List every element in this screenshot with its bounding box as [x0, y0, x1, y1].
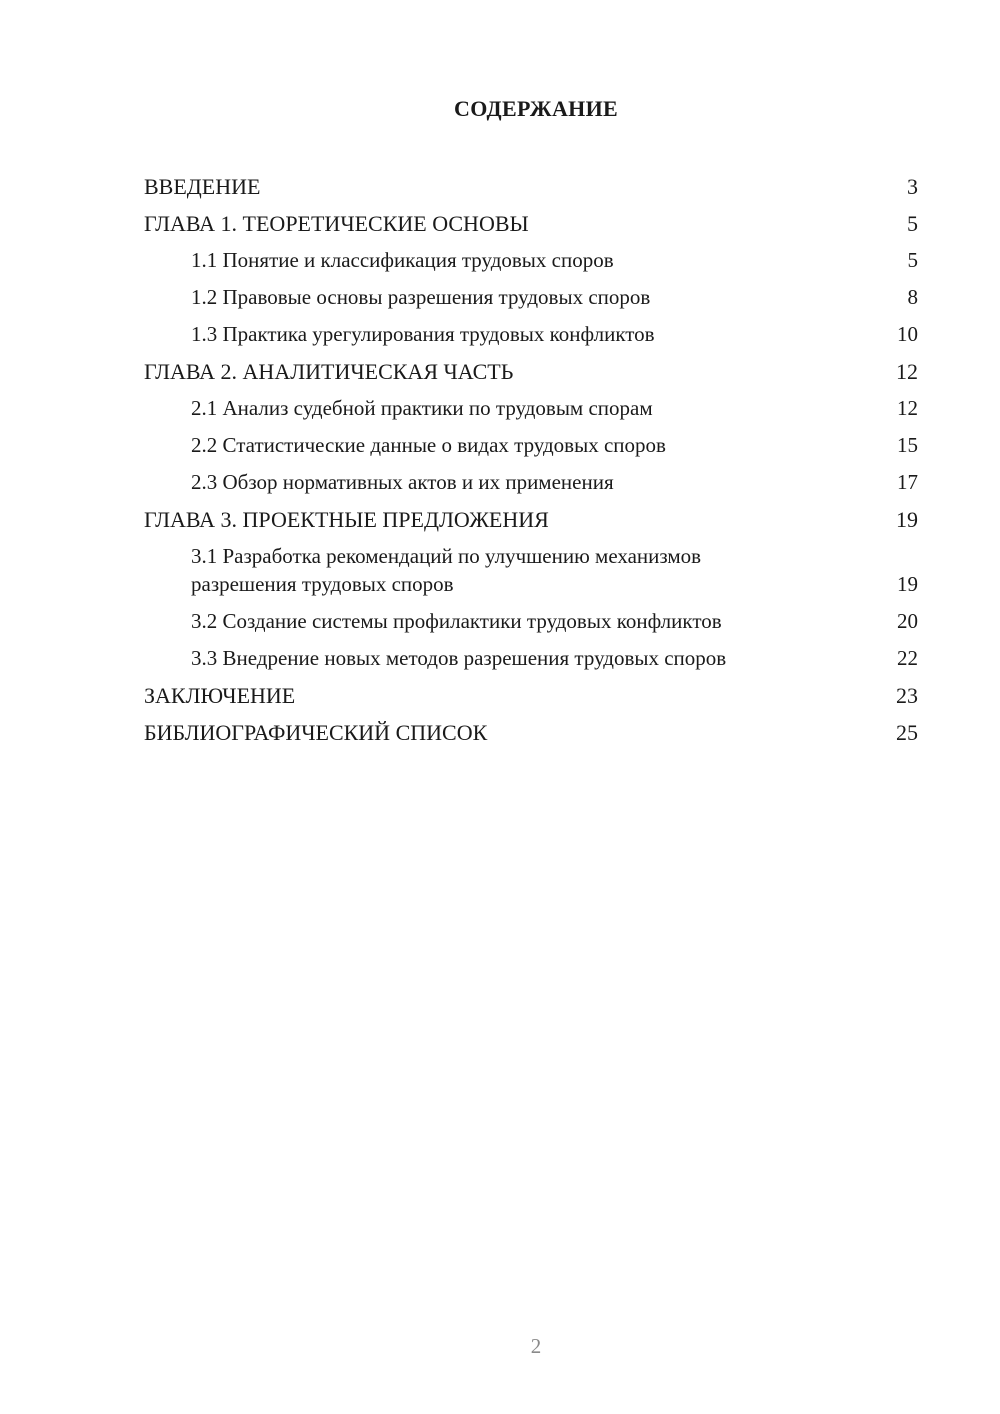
toc-entry-page: 15	[897, 433, 918, 457]
toc-entry-page: 23	[896, 683, 918, 708]
toc-entry-section-3-2[interactable]	[144, 603, 918, 640]
toc-entry-page: 5	[907, 211, 918, 236]
toc-entry-section-1-2[interactable]	[144, 279, 918, 316]
table-of-contents	[144, 168, 918, 751]
toc-entry-title: 3.1 Разработка рекомендаций по улучшению механизмов разрешения трудовых споров	[191, 544, 702, 596]
toc-entry-title: ГЛАВА 3. ПРОЕКТНЫЕ ПРЕДЛОЖЕНИЯ	[144, 507, 549, 532]
toc-entry-title: 2.2 Статистические данные о видах трудовых споров	[191, 433, 666, 457]
toc-entry-conclusion[interactable]	[144, 677, 918, 714]
toc-entry-page: 8	[907, 285, 918, 309]
toc-entry-title: ГЛАВА 1. ТЕОРЕТИЧЕСКИЕ ОСНОВЫ	[144, 211, 529, 236]
toc-entry-page: 12	[897, 396, 918, 420]
toc-entry-page: 19	[896, 507, 918, 532]
toc-entry-title: 1.2 Правовые основы разрешения трудовых споров	[191, 285, 651, 309]
toc-entry-section-3-1[interactable]	[144, 538, 918, 603]
toc-entry-section-3-3[interactable]	[144, 640, 918, 677]
toc-entry-title: ЗАКЛЮЧЕНИЕ	[144, 683, 296, 708]
toc-entry-title: ГЛАВА 2. АНАЛИТИЧЕСКАЯ ЧАСТЬ	[144, 359, 514, 384]
toc-entry-title: 3.2 Создание системы профилактики трудовых конфликтов	[191, 609, 722, 633]
toc-entry-page: 20	[897, 609, 918, 633]
toc-entry-section-2-1[interactable]	[144, 390, 918, 427]
toc-entry-page: 12	[896, 359, 918, 384]
page-number: 2	[530, 1334, 542, 1358]
toc-entry-page: 22	[897, 646, 918, 670]
toc-entry-chapter-1[interactable]	[144, 205, 918, 242]
toc-entry-section-2-3[interactable]	[144, 464, 918, 501]
toc-entry-title: БИБЛИОГРАФИЧЕСКИЙ СПИСОК	[144, 720, 488, 745]
toc-entry-title: 1.3 Практика урегулирования трудовых конфликтов	[191, 322, 655, 346]
toc-entry-title: 2.1 Анализ судебной практики по трудовым спорам	[191, 396, 653, 420]
toc-entry-page: 3	[907, 174, 918, 199]
toc-entry-section-1-3[interactable]	[144, 316, 918, 353]
toc-entry-title: 1.1 Понятие и классификация трудовых споров	[191, 248, 614, 272]
toc-entry-section-1-1[interactable]	[144, 242, 918, 279]
toc-entry-title: 2.3 Обзор нормативных актов и их применения	[191, 470, 614, 494]
toc-entry-page: 19	[897, 572, 918, 596]
toc-entry-introduction[interactable]	[144, 168, 918, 205]
page-title: СОДЕРЖАНИЕ	[454, 96, 618, 121]
toc-entry-bibliography[interactable]	[144, 714, 918, 751]
toc-entry-title: 3.3 Внедрение новых методов разрешения трудовых споров	[191, 646, 727, 670]
toc-entry-section-2-2[interactable]	[144, 427, 918, 464]
toc-entry-page: 25	[896, 720, 918, 745]
toc-entry-title: ВВЕДЕНИЕ	[144, 174, 261, 199]
toc-entry-page: 17	[897, 470, 918, 494]
toc-entry-chapter-3[interactable]	[144, 501, 918, 538]
toc-entry-chapter-2[interactable]	[144, 353, 918, 390]
toc-entry-page: 10	[897, 322, 918, 346]
toc-entry-page: 5	[907, 248, 918, 272]
